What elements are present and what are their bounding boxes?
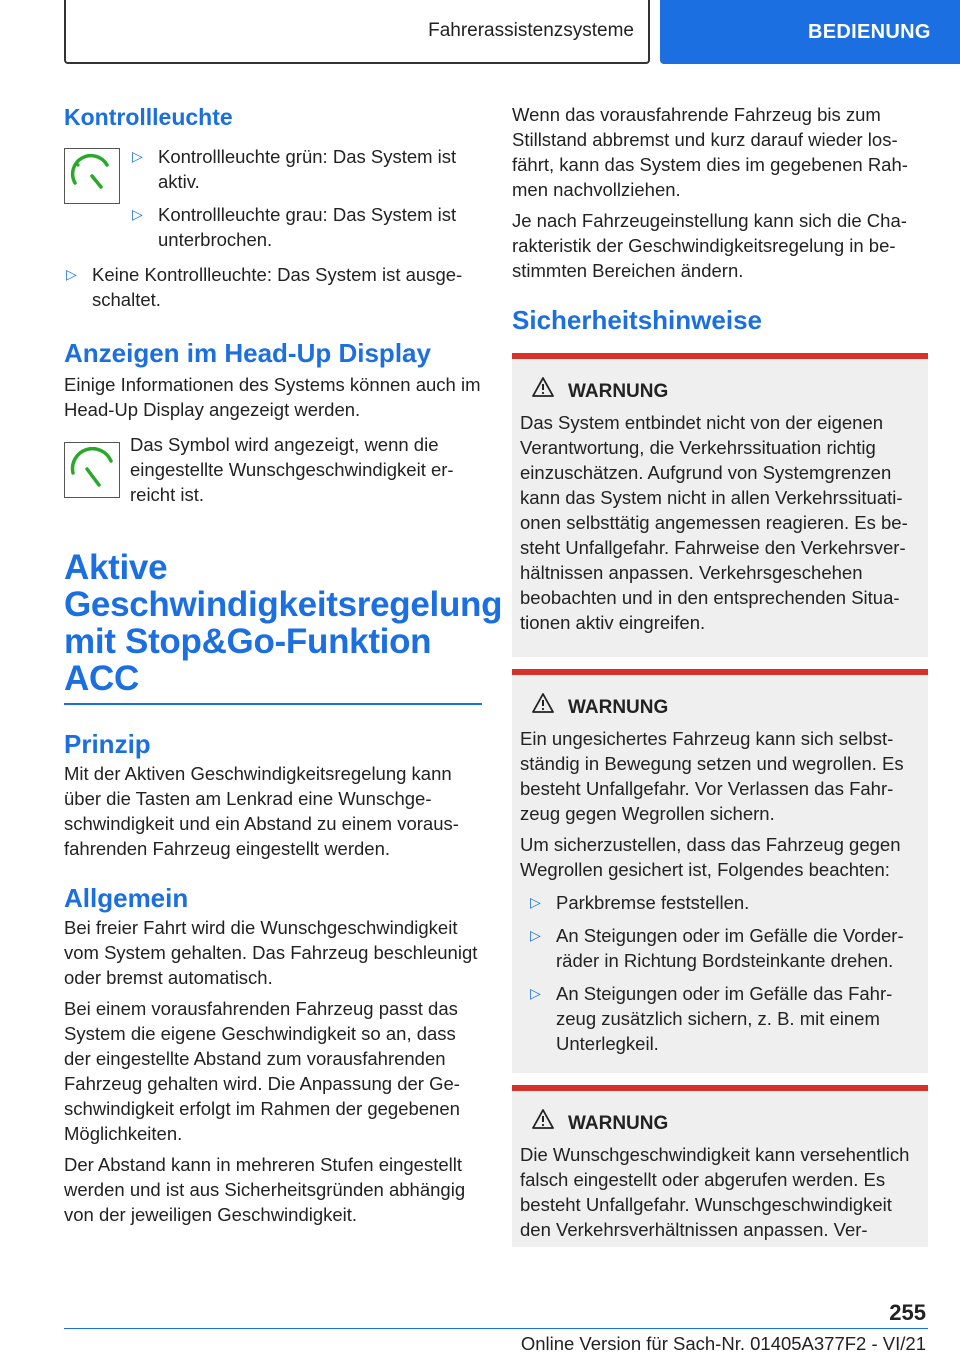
list-item: ▷ An Steigungen oder im Gefälle die Vorderräder in Richtung Bordsteinkante drehen.: [530, 925, 904, 971]
warning-text-2: Um sicherzustellen, dass das Fahrzeug gegen Wegrollen gesichert ist, Folgendes beachten:: [520, 834, 901, 880]
intro-paragraph-2: Je nach Fahrzeugeinstellung kann sich die Charakteristik der Geschwindigkeitsregelung in bestimmten Bereichen ändern.: [512, 210, 907, 281]
warning-text: Das System entbindet nicht von der eigenen Verantwortung, die Verkehrssituation richtig einzuschätzen. Aufgrund von Systemgrenzen kann das System nicht in allen Verkehrssituationen selbsttätig angemessen reagieren. Es besteht Unfallgefahr. Fahrweise den Verkehrsverhältnissen anpassen. Verkehrsgeschehen beobachten und in den entsprechenden Situationen aktiv eingreifen.: [520, 412, 908, 633]
hud-heading: Anzeigen im Head-Up Display: [64, 338, 431, 368]
warning-box-2: [512, 669, 928, 1073]
chapter-title: Fahrerassistenzsysteme: [428, 20, 634, 41]
allgemein-heading: Allgemein: [64, 883, 189, 913]
list-item: ▷ Kontrollleuchte grau: Das System ist unterbrochen.: [132, 204, 457, 250]
hud-icon-block: [64, 432, 482, 507]
right-column: [512, 96, 928, 1247]
bullet-triangle-icon: ▷: [132, 206, 143, 222]
left-column: [64, 96, 503, 1227]
prinzip-text: Mit der Aktiven Geschwindigkeitsregelung kann über die Tasten am Lenkrad eine Wunschgeschwindigkeit und ein Abstand zu einem vorausfahrenden Fahrzeug eingestellt werden.: [64, 763, 459, 859]
warning-triangle-icon: [532, 693, 554, 722]
hud-text: Einige Informationen des Systems können auch im Head-Up Display angezeigt werden.: [64, 374, 481, 420]
list-item: ▷ An Steigungen oder im Gefälle das Fahrzeug zusätzlich sichern, z. B. mit einem Unterlegkeil.: [530, 983, 893, 1054]
footer-online-version: Online Version für Sach-Nr. 01405A377F2 - VI/21: [520, 1333, 926, 1354]
warning-title: WARNUNG: [532, 1109, 920, 1138]
hud-icon-text: Das Symbol wird angezeigt, wenn die eingestellte Wunschgeschwindigkeit erreicht ist.: [130, 434, 454, 505]
warning-text: Ein ungesichertes Fahrzeug kann sich selbstständig in Bewegung setzen und wegrollen. Es besteht Unfallgefahr. Vor Verlassen das Fahrzeug gegen Wegrollen sichern.: [520, 728, 904, 824]
bullet-triangle-icon: ▷: [132, 148, 143, 164]
page-number: 255: [889, 1300, 926, 1325]
bullet-triangle-icon: ▷: [530, 985, 541, 1001]
list-item: ▷ Kontrollleuchte grün: Das System ist aktiv.: [132, 146, 457, 192]
chapter-tab: [64, 0, 650, 64]
speedometer-indicator-icon: [64, 148, 120, 204]
prinzip-heading: Prinzip: [64, 729, 151, 759]
allgemein-paragraph-1: Bei freier Fahrt wird die Wunschgeschwindigkeit vom System gehalten. Das Fahrzeug beschleunigt oder bremst automatisch.: [64, 917, 478, 988]
section-title: BEDIENUNG: [808, 20, 931, 43]
list-item: ▷ Parkbremse feststellen.: [530, 892, 750, 913]
page-header: [0, 0, 960, 66]
bullet-triangle-icon: ▷: [530, 894, 541, 910]
main-heading: Aktive Geschwindigkeitsregelung mit Stop&Go-Funktion ACC: [64, 548, 503, 698]
safety-heading: Sicherheitshinweise: [512, 305, 762, 335]
warning-title: WARNUNG: [532, 693, 920, 722]
footer-divider: [64, 1328, 928, 1329]
heading-divider: [64, 703, 482, 705]
intro-paragraph-1: Wenn das vorausfahrende Fahrzeug bis zum Stillstand abbremst und kurz darauf wieder losfährt, kann das System dies im gegebenen Rahmen nachvollziehen.: [512, 104, 908, 200]
allgemein-paragraph-3: Der Abstand kann in mehreren Stufen eingestellt werden und ist aus Sicherheitsgründen abhängig von der jeweiligen Geschwindigkeit.: [64, 1154, 466, 1225]
warning-triangle-icon: [532, 377, 554, 406]
bullet-triangle-icon: ▷: [66, 266, 77, 282]
kontrollleuchte-heading: Kontrollleuchte: [64, 104, 233, 130]
allgemein-paragraph-2: Bei einem vorausfahrenden Fahrzeug passt das System die eigene Geschwindigkeit so an, dass der eingestellte Abstand zum vorausfahrenden Fahrzeug gehalten wird. Die Anpassung der Geschwindigkeit erfolgt im Rahmen der gegebenen Möglichkeiten.: [64, 998, 460, 1144]
list-item: ▷ Keine Kontrollleuchte: Das System ist ausgeschaltet.: [66, 264, 463, 310]
indicator-block: [64, 144, 482, 252]
bullet-triangle-icon: ▷: [530, 927, 541, 943]
warning-text: Die Wunschgeschwindigkeit kann versehentlich falsch eingestellt oder abgerufen werden. Es besteht Unfallgefahr. Wunschgeschwindigkeit den Verkehrsverhältnissen anpassen. Ver-: [520, 1144, 910, 1240]
section-tab: [660, 0, 960, 64]
warning-triangle-icon: [532, 1109, 554, 1138]
speedometer-hud-icon: [64, 442, 120, 498]
warning-title: WARNUNG: [532, 377, 920, 406]
warning-box-1: [512, 353, 928, 657]
warning-box-3: [512, 1085, 928, 1247]
